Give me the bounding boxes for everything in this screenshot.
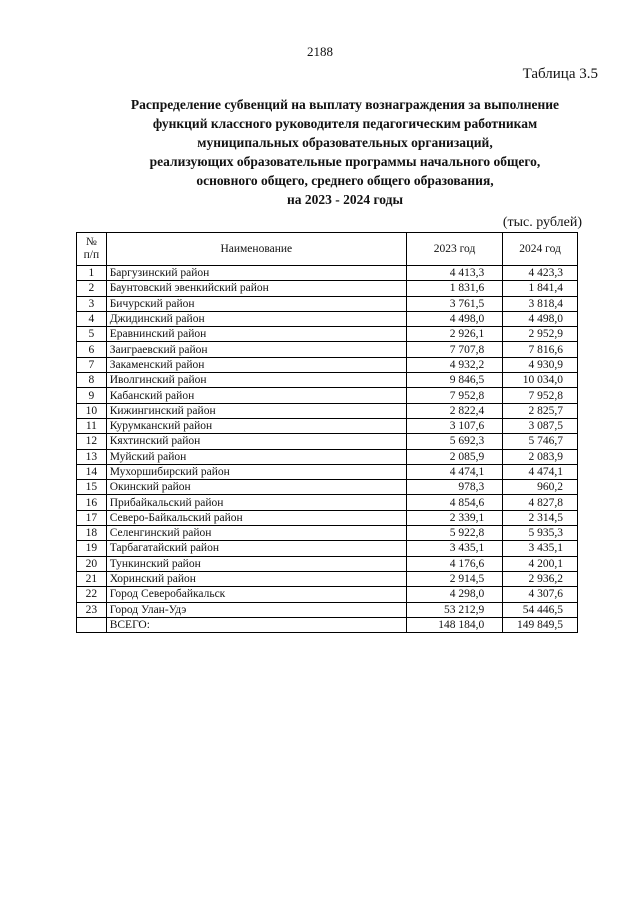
row-value-2023: 4 474,1 bbox=[406, 464, 502, 479]
table-row bbox=[77, 495, 578, 510]
table-row bbox=[77, 327, 578, 342]
heading-line: Распределение субвенций на выплату вознаграждения за выполнение bbox=[130, 97, 560, 112]
row-value-2024: 4 498,0 bbox=[503, 311, 578, 326]
row-value-2023: 4 854,6 bbox=[406, 495, 502, 510]
row-name: Окинский район bbox=[106, 480, 406, 495]
table-row bbox=[77, 418, 578, 433]
row-value-2024: 5 746,7 bbox=[503, 434, 578, 449]
row-value-2024: 1 841,4 bbox=[503, 281, 578, 296]
table-row bbox=[77, 296, 578, 311]
row-number: 16 bbox=[77, 495, 107, 510]
table-row bbox=[77, 526, 578, 541]
document-heading bbox=[90, 95, 600, 209]
row-value-2023: 4 498,0 bbox=[406, 311, 502, 326]
row-name: Хоринский район bbox=[106, 571, 406, 586]
row-number: 3 bbox=[77, 296, 107, 311]
row-value-2023: 4 932,2 bbox=[406, 357, 502, 372]
table-row bbox=[77, 311, 578, 326]
row-number bbox=[77, 617, 107, 632]
table-row bbox=[77, 388, 578, 403]
row-value-2024: 10 034,0 bbox=[503, 373, 578, 388]
row-value-2023: 148 184,0 bbox=[406, 617, 502, 632]
row-value-2023: 4 298,0 bbox=[406, 587, 502, 602]
table-row bbox=[77, 342, 578, 357]
row-value-2024: 2 083,9 bbox=[503, 449, 578, 464]
row-number: 18 bbox=[77, 526, 107, 541]
row-value-2024: 5 935,3 bbox=[503, 526, 578, 541]
table-label: Таблица 3.5 bbox=[522, 66, 598, 82]
row-value-2024: 7 816,6 bbox=[503, 342, 578, 357]
row-value-2024: 149 849,5 bbox=[503, 617, 578, 632]
row-value-2023: 2 914,5 bbox=[406, 571, 502, 586]
row-value-2023: 2 822,4 bbox=[406, 403, 502, 418]
table-row bbox=[77, 480, 578, 495]
row-value-2024: 4 200,1 bbox=[503, 556, 578, 571]
total-row bbox=[77, 617, 578, 632]
row-name: Заиграевский район bbox=[106, 342, 406, 357]
row-value-2024: 3 435,1 bbox=[503, 541, 578, 556]
table-header-row bbox=[77, 233, 578, 266]
row-name: Кабанский район bbox=[106, 388, 406, 403]
row-name: Бичурский район bbox=[106, 296, 406, 311]
heading-line: муниципальных образовательных организаций, bbox=[197, 135, 493, 150]
row-value-2024: 4 307,6 bbox=[503, 587, 578, 602]
row-value-2024: 4 827,8 bbox=[503, 495, 578, 510]
row-value-2024: 4 474,1 bbox=[503, 464, 578, 479]
page-number: 2188 bbox=[307, 44, 333, 59]
table-row bbox=[77, 281, 578, 296]
table-row bbox=[77, 449, 578, 464]
row-value-2023: 2 085,9 bbox=[406, 449, 502, 464]
row-value-2023: 7 707,8 bbox=[406, 342, 502, 357]
row-number: 6 bbox=[77, 342, 107, 357]
row-value-2023: 4 176,6 bbox=[406, 556, 502, 571]
row-name: Муйский район bbox=[106, 449, 406, 464]
row-number: 14 bbox=[77, 464, 107, 479]
column-header-2024: 2024 год bbox=[503, 233, 578, 266]
row-number: 17 bbox=[77, 510, 107, 525]
row-value-2024: 2 952,9 bbox=[503, 327, 578, 342]
row-value-2023: 1 831,6 bbox=[406, 281, 502, 296]
row-name: Кижингинский район bbox=[106, 403, 406, 418]
subsidy-table bbox=[76, 232, 578, 633]
row-value-2023: 53 212,9 bbox=[406, 602, 502, 617]
row-number: 10 bbox=[77, 403, 107, 418]
table-row bbox=[77, 434, 578, 449]
row-number: 1 bbox=[77, 266, 107, 281]
row-value-2023: 3 435,1 bbox=[406, 541, 502, 556]
row-name: Тарбагатайский район bbox=[106, 541, 406, 556]
row-name: Курумканский район bbox=[106, 418, 406, 433]
row-number: 15 bbox=[77, 480, 107, 495]
row-value-2024: 4 423,3 bbox=[503, 266, 578, 281]
heading-line: основного общего, среднего общего образования, bbox=[196, 173, 494, 188]
row-number: 2 bbox=[77, 281, 107, 296]
row-name: Селенгинский район bbox=[106, 526, 406, 541]
row-value-2024: 3 818,4 bbox=[503, 296, 578, 311]
row-value-2023: 3 761,5 bbox=[406, 296, 502, 311]
table-row bbox=[77, 403, 578, 418]
row-value-2023: 978,3 bbox=[406, 480, 502, 495]
row-name: Северо-Байкальский район bbox=[106, 510, 406, 525]
table-row bbox=[77, 571, 578, 586]
row-name: Город Северобайкальск bbox=[106, 587, 406, 602]
row-number: 21 bbox=[77, 571, 107, 586]
row-value-2023: 7 952,8 bbox=[406, 388, 502, 403]
table-row bbox=[77, 510, 578, 525]
table-row bbox=[77, 373, 578, 388]
table-row bbox=[77, 464, 578, 479]
row-value-2023: 2 926,1 bbox=[406, 327, 502, 342]
row-number: 13 bbox=[77, 449, 107, 464]
row-value-2023: 2 339,1 bbox=[406, 510, 502, 525]
row-value-2024: 4 930,9 bbox=[503, 357, 578, 372]
row-value-2023: 9 846,5 bbox=[406, 373, 502, 388]
row-name: Иволгинский район bbox=[106, 373, 406, 388]
row-number: 19 bbox=[77, 541, 107, 556]
table-row bbox=[77, 556, 578, 571]
table-row bbox=[77, 266, 578, 281]
row-name: Еравнинский район bbox=[106, 327, 406, 342]
row-number: 22 bbox=[77, 587, 107, 602]
row-name: Город Улан-Удэ bbox=[106, 602, 406, 617]
row-value-2024: 54 446,5 bbox=[503, 602, 578, 617]
row-name: Прибайкальский район bbox=[106, 495, 406, 510]
table-row bbox=[77, 587, 578, 602]
row-value-2024: 3 087,5 bbox=[503, 418, 578, 433]
row-value-2024: 960,2 bbox=[503, 480, 578, 495]
units-label: (тыс. рублей) bbox=[502, 215, 582, 230]
row-value-2023: 5 692,3 bbox=[406, 434, 502, 449]
row-value-2024: 2 936,2 bbox=[503, 571, 578, 586]
row-name: ВСЕГО: bbox=[106, 617, 406, 632]
column-header-number: № п/п bbox=[77, 233, 107, 266]
row-number: 5 bbox=[77, 327, 107, 342]
row-value-2023: 5 922,8 bbox=[406, 526, 502, 541]
row-number: 20 bbox=[77, 556, 107, 571]
row-value-2023: 3 107,6 bbox=[406, 418, 502, 433]
row-number: 11 bbox=[77, 418, 107, 433]
row-number: 23 bbox=[77, 602, 107, 617]
row-value-2024: 2 825,7 bbox=[503, 403, 578, 418]
row-number: 12 bbox=[77, 434, 107, 449]
heading-line: функций классного руководителя педагогическим работникам bbox=[152, 116, 538, 131]
table-row bbox=[77, 357, 578, 372]
row-number: 7 bbox=[77, 357, 107, 372]
row-name: Баргузинский район bbox=[106, 266, 406, 281]
column-header-2023: 2023 год bbox=[406, 233, 502, 266]
table-row bbox=[77, 541, 578, 556]
table-body bbox=[77, 266, 578, 633]
row-name: Кяхтинский район bbox=[106, 434, 406, 449]
heading-line: реализующих образовательные программы начального общего, bbox=[149, 154, 541, 169]
row-name: Мухоршибирский район bbox=[106, 464, 406, 479]
column-header-name: Наименование bbox=[106, 233, 406, 266]
row-value-2024: 2 314,5 bbox=[503, 510, 578, 525]
row-value-2023: 4 413,3 bbox=[406, 266, 502, 281]
row-name: Тункинский район bbox=[106, 556, 406, 571]
row-value-2024: 7 952,8 bbox=[503, 388, 578, 403]
row-name: Баунтовский эвенкийский район bbox=[106, 281, 406, 296]
table-row bbox=[77, 602, 578, 617]
row-number: 4 bbox=[77, 311, 107, 326]
row-number: 8 bbox=[77, 373, 107, 388]
row-number: 9 bbox=[77, 388, 107, 403]
heading-line: на 2023 - 2024 годы bbox=[286, 192, 404, 207]
row-name: Джидинский район bbox=[106, 311, 406, 326]
row-name: Закаменский район bbox=[106, 357, 406, 372]
